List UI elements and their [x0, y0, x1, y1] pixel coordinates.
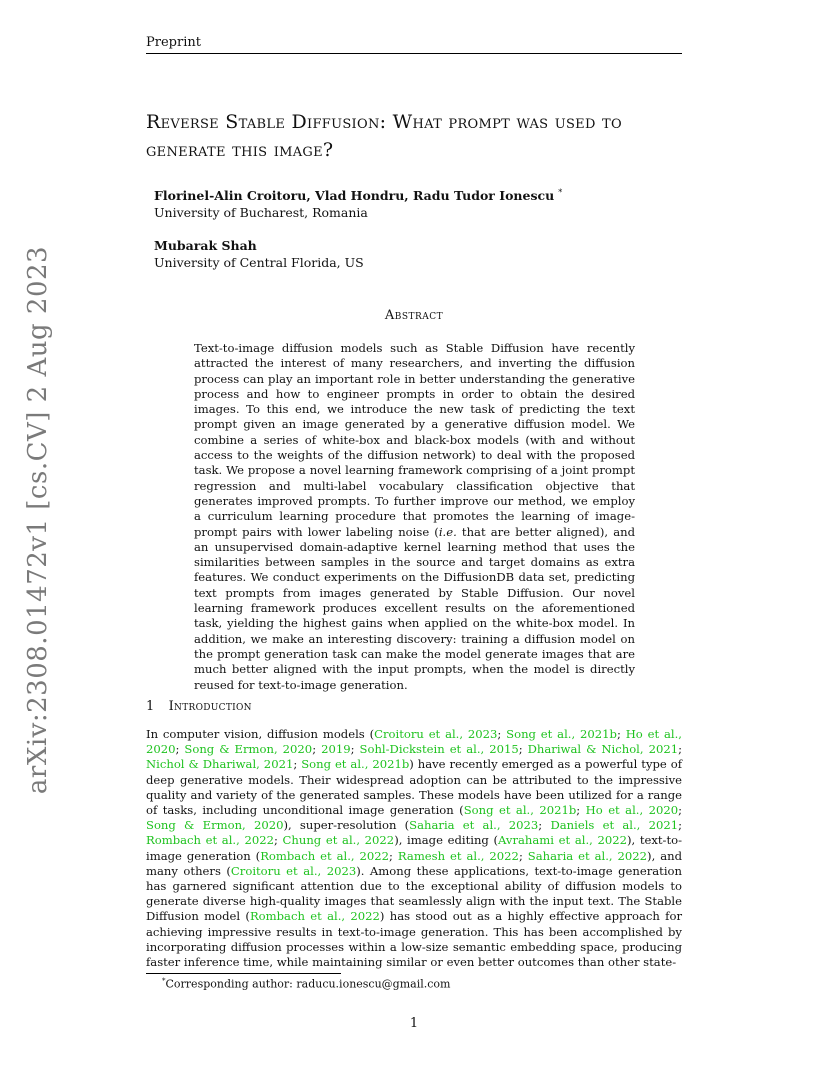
footnote-rule: [146, 973, 341, 974]
arxiv-id-text: arXiv:2308.01472v1 [cs.CV] 2 Aug 2023: [23, 245, 53, 795]
intro-text: ), super-resolution (: [283, 818, 410, 833]
citation-link[interactable]: Rombach et al., 2022: [260, 848, 390, 863]
intro-text: ) has stood out as a highly effective approach for achieving impressive results in text-to-image generation. This has been accomplished by incorporating diffusion processes within a low-size semantic embedding space, producing faster inference time, while maintaining similar or even better outcomes than other state-: [146, 909, 682, 970]
citation-link[interactable]: Daniels et al., 2021: [550, 818, 679, 833]
citation-link[interactable]: Rombach et al., 2022: [146, 833, 274, 848]
intro-text: ), and many others (: [146, 848, 683, 878]
title-line-2: generate this image?: [146, 139, 334, 161]
citation-link[interactable]: Nichol & Dhariwal, 2021: [146, 757, 294, 772]
citation-link[interactable]: Saharia et al., 2023: [409, 818, 539, 833]
footnote-text: Corresponding author: raducu.ionescu@gmail.com: [165, 977, 451, 991]
citation-link[interactable]: Rombach et al., 2022: [249, 909, 380, 924]
citation-link[interactable]: Croitoru et al., 2023: [230, 863, 357, 878]
intro-text: ;: [350, 742, 360, 757]
affiliation-1: University of Bucharest, Romania: [154, 205, 368, 221]
citation-link[interactable]: Croitoru et al., 2023: [374, 727, 498, 741]
intro-text: ;: [678, 803, 682, 818]
page-number: 1: [409, 1016, 419, 1031]
intro-text: ) have recently emerged as a powerful type of deep generative models. Their widespread adoption can be attributed to the impressive quality and variety of the generated samples. These models have been utilized for a range of tasks, including unconditional image generation (: [146, 757, 682, 818]
author-block-2: [154, 237, 364, 271]
citation-link[interactable]: Avrahami et al., 2022: [498, 833, 627, 848]
intro-text: ;: [273, 833, 283, 848]
citation-link[interactable]: Ramesh et al., 2022: [397, 848, 519, 863]
citation-link[interactable]: 2019: [321, 742, 351, 757]
abstract-heading: Abstract: [384, 308, 444, 323]
intro-text: ;: [312, 742, 322, 757]
intro-text: ;: [678, 818, 682, 833]
intro-text: ;: [678, 742, 682, 757]
citation-link[interactable]: Saharia et al., 2022: [527, 848, 648, 863]
intro-text: ), text-to-image generation (: [146, 833, 683, 863]
footnote: [162, 977, 450, 991]
abstract-body: [194, 341, 635, 693]
section-title: Introduction: [168, 699, 252, 714]
header-rule: [146, 53, 682, 54]
running-header: Preprint: [146, 35, 201, 50]
intro-text: ;: [518, 848, 528, 863]
paper-title: [146, 108, 706, 164]
author-block-1: [154, 184, 562, 221]
intro-text: ;: [389, 848, 398, 863]
section-heading: [146, 699, 252, 714]
intro-text: In computer vision, diffusion models (: [146, 727, 375, 741]
intro-text: ;: [293, 757, 302, 772]
introduction-paragraph: [146, 727, 682, 970]
intro-text: ;: [518, 742, 528, 757]
abstract-text-1: Text-to-image diffusion models such as Stable Diffusion have recently attracted the interest of many researchers, and inverting the diffusion process can play an important role in better understanding the generative process and how to engineer prompts in order to obtain the desired images. To this end, we introduce the new task of predicting the text prompt given an image generated by a generative diffusion model. We combine a series of white-box and black-box models (with and without access to the weights of the diffusion network) to deal with the proposed task. We propose a novel learning framework comprising of a joint prompt regression and multi-label vocabulary classification objective that generates improved prompts. To further improve our method, we employ a curriculum learning procedure that promotes the learning of image-prompt pairs with lower labeling noise (: [194, 341, 635, 539]
intro-text: ;: [538, 818, 551, 833]
intro-text: ). Among these applications, text-to-image generation has garnered significant attention due to the exceptional ability of diffusion models to generate diverse high-quality images that seamlessly align with the input text. The Stable Diffusion model (: [146, 863, 682, 924]
citation-link[interactable]: Song & Ermon, 2020: [146, 818, 284, 833]
intro-text: ;: [616, 727, 626, 741]
citation-link[interactable]: Song et al., 2021b: [463, 803, 577, 818]
citation-link[interactable]: Ho et al., 2020: [585, 803, 679, 818]
title-line-1: Reverse Stable Diffusion: What prompt was used to: [146, 111, 622, 133]
footnote-mark: *: [162, 977, 166, 985]
citation-link[interactable]: Song et al., 2021b: [506, 727, 617, 741]
citation-link[interactable]: Song & Ermon, 2020: [184, 742, 313, 757]
section-number: 1: [146, 699, 155, 714]
arxiv-side-identifier: [18, 245, 58, 795]
abstract-text-2: that are better aligned), and an unsupervised domain-adaptive kernel learning method that uses the similarities between samples in the source and target domains as extra features. We conduct experiments on the DiffusionDB data set, predicting text prompts from images generated by Stable Diffusion. Our novel learning framework produces excellent results on the aforementioned task, yielding the highest gains when applied on the white-box model. In addition, we make an interesting discovery: training a diffusion model on the prompt generation task can make the model generate images that are much better aligned with the input prompts, when the model is directly reused for text-to-image generation.: [194, 524, 635, 692]
citation-link[interactable]: Song et al., 2021b: [301, 757, 410, 772]
citation-link[interactable]: Sohl-Dickstein et al., 2015: [359, 742, 519, 757]
affiliation-2: University of Central Florida, US: [154, 255, 364, 270]
intro-text: ;: [576, 803, 586, 818]
author-names-1: Florinel-Alin Croitoru, Vlad Hondru, Radu Tudor Ionescu: [154, 188, 555, 204]
intro-text: ;: [175, 742, 185, 757]
abstract-ie: i.e.: [438, 524, 457, 539]
intro-text: ;: [497, 727, 507, 741]
intro-text: ), image editing (: [394, 833, 499, 848]
citation-link[interactable]: Dhariwal & Nichol, 2021: [527, 742, 679, 757]
citation-link[interactable]: Chung et al., 2022: [282, 833, 395, 848]
corresponding-mark: *: [558, 188, 563, 197]
citation-link[interactable]: Ho et al., 2020: [146, 727, 682, 757]
author-names-2: Mubarak Shah: [154, 238, 257, 253]
